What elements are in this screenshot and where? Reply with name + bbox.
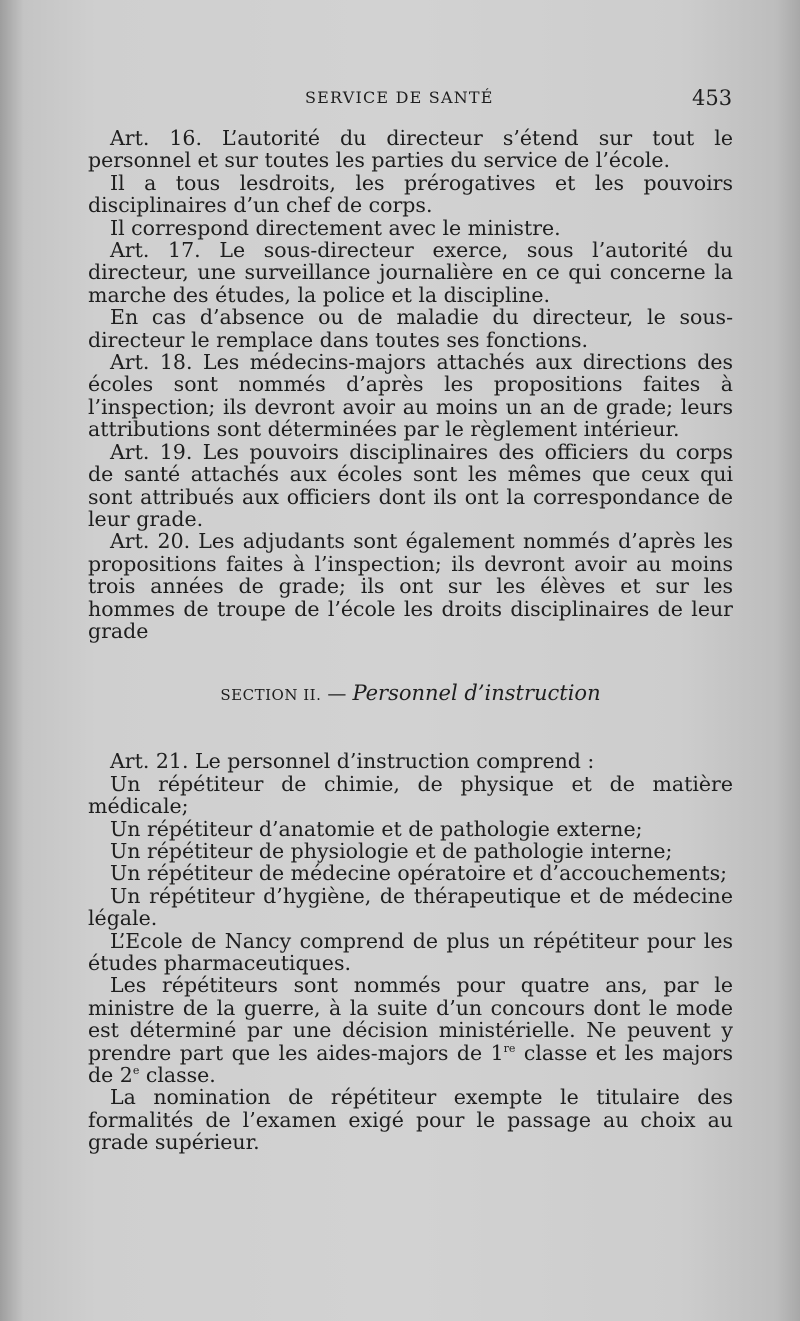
article-21-intro: Art. 21. Le personnel d’instruction comprend : (110, 749, 595, 774)
section-heading (88, 681, 733, 707)
article-18: Art. 18. Les médecins-majors attachés aux directions des écoles sont nommés d’après les propositions faites à l’inspection; ils devront avoir au moins un an de grade; leurs attributions sont déterminées par le règlement intérieur. (88, 350, 733, 442)
section-label: SECTION II. (220, 686, 322, 705)
article-16: Art. 16. L’autorité du directeur s’étend sur tout le personnel et sur toutes les parties du service de l’école. (88, 126, 733, 173)
page-number: 453 (692, 86, 733, 110)
article-21 (88, 750, 733, 1153)
list-item: Un répétiteur de médecine opératoire et d’accouchements; (110, 861, 728, 886)
text-run: classe. (139, 1063, 216, 1088)
section-title: Personnel d’instruction (352, 681, 601, 706)
list-item: Un répétiteur d’hygiène, de thérapeutique et de médecine légale. (88, 883, 733, 931)
list-item: Un répétiteur d’anatomie et de pathologie externe; (110, 816, 643, 841)
text-run: classe et les majors de 2 (88, 1040, 733, 1088)
superscript: re (503, 1041, 516, 1055)
body-text (88, 127, 733, 1154)
superscript: e (132, 1064, 140, 1078)
section-dash: — (327, 683, 347, 706)
paragraph: L’Ecole de Nancy comprend de plus un répétiteur pour les études pharmaceutiques. (88, 928, 733, 975)
page-header (0, 86, 800, 116)
articles-16-20 (88, 127, 733, 642)
paragraph: En cas d’absence ou de maladie du directeur, le sous-directeur le remplace dans toutes ses fonctions. (88, 305, 733, 352)
list-item: Un répétiteur de chimie, de physique et de matière médicale; (88, 771, 733, 819)
paragraph (88, 974, 733, 1086)
running-title: SERVICE DE SANTÉ (305, 88, 494, 107)
article-20: Art. 20. Les adjudants sont également nommés d’après les propositions faites à l’inspection; ils devront avoir au moins trois années de grade; ils ont sur les élèves et sur les hommes de troupe de l’école les droits disciplinaires de leur grade (88, 529, 733, 643)
article-19: Art. 19. Les pouvoirs disciplinaires des officiers du corps de santé attachés aux écoles sont les mêmes que ceux qui sont attribués aux officiers dont ils ont la correspondance de leur grade. (88, 439, 733, 531)
paragraph: Il a tous lesdroits, les prérogatives et les pouvoirs disciplinaires d’un chef de corps. (88, 170, 733, 218)
paragraph: La nomination de répétiteur exempte le titulaire des formalités de l’examen exigé pour le passage au choix au grade supérieur. (88, 1085, 733, 1155)
list-item: Un répétiteur de physiologie et de pathologie interne; (110, 838, 673, 863)
paragraph: Il correspond directement avec le ministre. (110, 215, 561, 240)
article-17: Art. 17. Le sous-directeur exerce, sous l’autorité du directeur, une surveillance journalière en ce qui concerne la marche des études, la police et la discipline. (88, 238, 733, 307)
text-run: Les répétiteurs sont nommés pour quatre ans, par le ministre de la guerre, à la suite d’un concours dont le mode est déterminé par une décision ministérielle. Ne peuvent y prendre part que les aides-majors de 1 (88, 973, 733, 1065)
